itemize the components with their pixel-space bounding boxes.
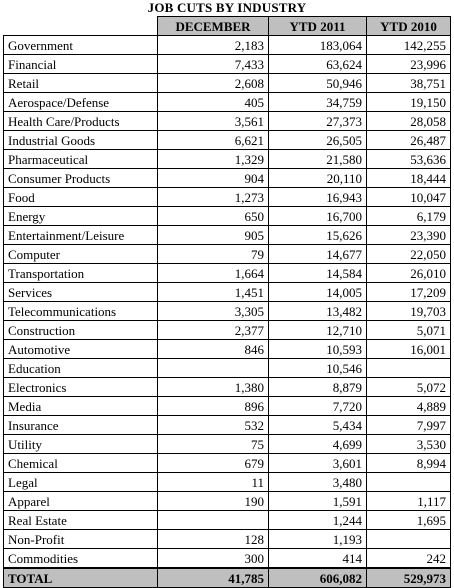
ytd-2010-cell: 242 — [367, 549, 451, 569]
industry-cell: Telecommunications — [4, 302, 158, 321]
table-row — [4, 378, 451, 397]
ytd-2010-cell: 22,050 — [367, 245, 451, 264]
december-cell: 1,664 — [158, 264, 269, 283]
ytd-2010-cell: 142,255 — [367, 36, 451, 55]
december-cell: 79 — [158, 245, 269, 264]
industry-cell: Services — [4, 283, 158, 302]
table-title: JOB CUTS BY INDUSTRY — [147, 0, 307, 15]
ytd-2011-cell: 183,064 — [269, 36, 367, 55]
ytd-2010-cell: 26,487 — [367, 131, 451, 150]
ytd-2011-cell: 27,373 — [269, 112, 367, 131]
ytd-2010-cell: 53,636 — [367, 150, 451, 169]
total-ytd-2011: 606,082 — [269, 568, 367, 588]
table-row — [4, 511, 451, 530]
industry-cell: Government — [4, 36, 158, 55]
table-row — [4, 473, 451, 492]
december-cell — [158, 359, 269, 378]
ytd-2011-cell: 16,700 — [269, 207, 367, 226]
december-cell: 7,433 — [158, 55, 269, 74]
ytd-2011-cell: 15,626 — [269, 226, 367, 245]
december-cell: 3,305 — [158, 302, 269, 321]
ytd-2011-cell: 3,601 — [269, 454, 367, 473]
ytd-2011-cell: 14,677 — [269, 245, 367, 264]
table-row — [4, 549, 451, 569]
ytd-2011-cell: 21,580 — [269, 150, 367, 169]
ytd-2010-cell: 1,117 — [367, 492, 451, 511]
table-row — [4, 340, 451, 359]
ytd-2011-cell: 26,505 — [269, 131, 367, 150]
december-cell — [158, 511, 269, 530]
ytd-2011-cell: 34,759 — [269, 93, 367, 112]
ytd-2010-cell: 17,209 — [367, 283, 451, 302]
industry-cell: Construction — [4, 321, 158, 340]
table-row — [4, 283, 451, 302]
december-cell: 6,621 — [158, 131, 269, 150]
industry-cell: Electronics — [4, 378, 158, 397]
ytd-2011-cell: 10,546 — [269, 359, 367, 378]
ytd-2011-cell: 1,244 — [269, 511, 367, 530]
industry-cell: Energy — [4, 207, 158, 226]
ytd-2010-cell — [367, 473, 451, 492]
december-cell: 405 — [158, 93, 269, 112]
december-cell: 679 — [158, 454, 269, 473]
ytd-2010-cell: 19,150 — [367, 93, 451, 112]
ytd-2011-cell: 7,720 — [269, 397, 367, 416]
ytd-2010-cell: 5,072 — [367, 378, 451, 397]
table-row — [4, 74, 451, 93]
industry-cell: Utility — [4, 435, 158, 454]
industry-cell: Entertainment/Leisure — [4, 226, 158, 245]
ytd-2011-cell: 1,193 — [269, 530, 367, 549]
industry-cell: Health Care/Products — [4, 112, 158, 131]
december-cell: 2,377 — [158, 321, 269, 340]
total-label: TOTAL — [4, 568, 158, 588]
table-row — [4, 36, 451, 55]
ytd-2010-cell: 1,695 — [367, 511, 451, 530]
industry-cell: Commodities — [4, 549, 158, 569]
ytd-2010-cell — [367, 530, 451, 549]
ytd-2010-cell — [367, 359, 451, 378]
december-cell: 190 — [158, 492, 269, 511]
industry-cell: Chemical — [4, 454, 158, 473]
december-cell: 11 — [158, 473, 269, 492]
table-row — [4, 492, 451, 511]
job-cuts-table — [3, 16, 451, 588]
header-ytd-2011: YTD 2011 — [269, 17, 367, 36]
industry-cell: Education — [4, 359, 158, 378]
ytd-2010-cell: 7,997 — [367, 416, 451, 435]
ytd-2010-cell: 10,047 — [367, 188, 451, 207]
december-cell: 1,451 — [158, 283, 269, 302]
december-cell: 904 — [158, 169, 269, 188]
industry-cell: Consumer Products — [4, 169, 158, 188]
ytd-2011-cell: 20,110 — [269, 169, 367, 188]
table-row — [4, 188, 451, 207]
header-ytd-2010: YTD 2010 — [367, 17, 451, 36]
table-row — [4, 302, 451, 321]
ytd-2010-cell: 4,889 — [367, 397, 451, 416]
table-row — [4, 321, 451, 340]
ytd-2011-cell: 414 — [269, 549, 367, 569]
industry-cell: Retail — [4, 74, 158, 93]
december-cell: 896 — [158, 397, 269, 416]
table-row — [4, 169, 451, 188]
industry-cell: Computer — [4, 245, 158, 264]
total-december: 41,785 — [158, 568, 269, 588]
ytd-2010-cell: 16,001 — [367, 340, 451, 359]
header-row — [4, 17, 451, 36]
table-header — [4, 17, 451, 36]
december-cell: 905 — [158, 226, 269, 245]
table-row — [4, 207, 451, 226]
total-ytd-2010: 529,973 — [367, 568, 451, 588]
total-row — [4, 568, 451, 588]
december-cell: 75 — [158, 435, 269, 454]
ytd-2011-cell: 63,624 — [269, 55, 367, 74]
december-cell: 128 — [158, 530, 269, 549]
industry-cell: Media — [4, 397, 158, 416]
ytd-2011-cell: 4,699 — [269, 435, 367, 454]
ytd-2010-cell: 18,444 — [367, 169, 451, 188]
december-cell: 1,273 — [158, 188, 269, 207]
header-december: DECEMBER — [158, 17, 269, 36]
table-row — [4, 55, 451, 74]
ytd-2011-cell: 3,480 — [269, 473, 367, 492]
ytd-2011-cell: 12,710 — [269, 321, 367, 340]
ytd-2011-cell: 1,591 — [269, 492, 367, 511]
december-cell: 1,329 — [158, 150, 269, 169]
table-row — [4, 226, 451, 245]
table-row — [4, 454, 451, 473]
december-cell: 2,608 — [158, 74, 269, 93]
december-cell: 532 — [158, 416, 269, 435]
december-cell: 2,183 — [158, 36, 269, 55]
industry-cell: Non-Profit — [4, 530, 158, 549]
ytd-2010-cell: 19,703 — [367, 302, 451, 321]
table-row — [4, 131, 451, 150]
ytd-2010-cell: 5,071 — [367, 321, 451, 340]
ytd-2010-cell: 23,996 — [367, 55, 451, 74]
table-row — [4, 93, 451, 112]
header-blank-cell — [4, 17, 158, 36]
industry-cell: Apparel — [4, 492, 158, 511]
industry-cell: Financial — [4, 55, 158, 74]
table-row — [4, 435, 451, 454]
table-row — [4, 245, 451, 264]
ytd-2011-cell: 5,434 — [269, 416, 367, 435]
ytd-2011-cell: 14,584 — [269, 264, 367, 283]
table-row — [4, 397, 451, 416]
table-footer — [4, 568, 451, 588]
industry-cell: Automotive — [4, 340, 158, 359]
industry-cell: Insurance — [4, 416, 158, 435]
ytd-2011-cell: 14,005 — [269, 283, 367, 302]
ytd-2011-cell: 16,943 — [269, 188, 367, 207]
ytd-2010-cell: 3,530 — [367, 435, 451, 454]
ytd-2010-cell: 8,994 — [367, 454, 451, 473]
table-row — [4, 416, 451, 435]
december-cell: 3,561 — [158, 112, 269, 131]
ytd-2011-cell: 13,482 — [269, 302, 367, 321]
table-body — [4, 36, 451, 569]
industry-cell: Food — [4, 188, 158, 207]
industry-cell: Pharmaceutical — [4, 150, 158, 169]
ytd-2010-cell: 38,751 — [367, 74, 451, 93]
ytd-2010-cell: 26,010 — [367, 264, 451, 283]
table-row — [4, 150, 451, 169]
ytd-2011-cell: 10,593 — [269, 340, 367, 359]
december-cell: 650 — [158, 207, 269, 226]
ytd-2010-cell: 23,390 — [367, 226, 451, 245]
table-row — [4, 112, 451, 131]
table-row — [4, 530, 451, 549]
ytd-2011-cell: 50,946 — [269, 74, 367, 93]
table-row — [4, 359, 451, 378]
december-cell: 300 — [158, 549, 269, 569]
industry-cell: Transportation — [4, 264, 158, 283]
industry-cell: Legal — [4, 473, 158, 492]
ytd-2010-cell: 6,179 — [367, 207, 451, 226]
ytd-2010-cell: 28,058 — [367, 112, 451, 131]
table-row — [4, 264, 451, 283]
industry-cell: Real Estate — [4, 511, 158, 530]
ytd-2011-cell: 8,879 — [269, 378, 367, 397]
industry-cell: Aerospace/Defense — [4, 93, 158, 112]
december-cell: 1,380 — [158, 378, 269, 397]
december-cell: 846 — [158, 340, 269, 359]
industry-cell: Industrial Goods — [4, 131, 158, 150]
